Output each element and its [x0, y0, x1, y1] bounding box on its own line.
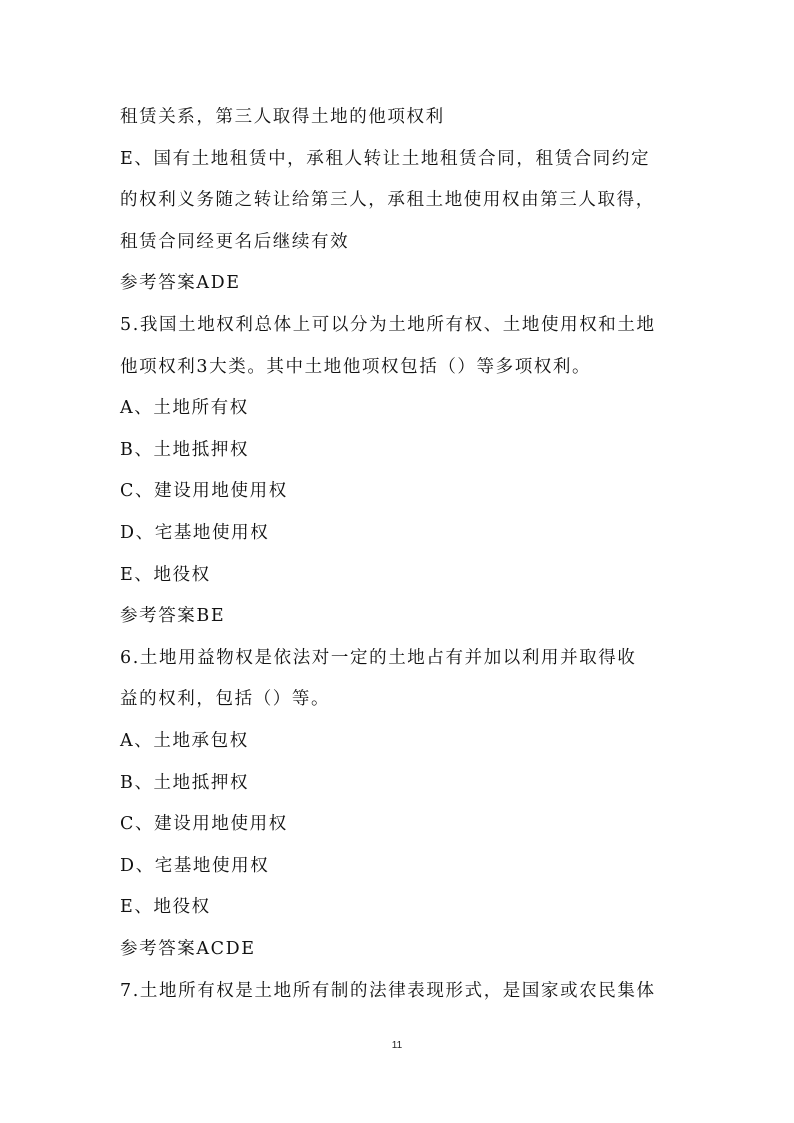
- option-e: E、地役权: [120, 897, 211, 917]
- text-line: 的权利义务随之转让给第三人，承租土地使用权由第三人取得，: [120, 190, 655, 210]
- page-number: 11: [391, 1040, 403, 1051]
- option-d: D、宅基地使用权: [120, 856, 270, 876]
- answer-line: 参考答案BE: [120, 606, 226, 626]
- text-line: 租赁合同经更名后继续有效: [120, 232, 350, 252]
- option-c: C、建设用地使用权: [120, 814, 288, 834]
- question-7: 7.土地所有权是土地所有制的法律表现形式，是国家或农民集体: [120, 981, 656, 1001]
- option-a: A、土地所有权: [120, 398, 249, 418]
- text-line: 租赁关系，第三人取得土地的他项权利: [120, 107, 445, 127]
- answer-line: 参考答案ACDE: [120, 939, 256, 959]
- question-6: 6.土地用益物权是依法对一定的土地占有并加以利用并取得收: [120, 648, 637, 668]
- option-d: D、宅基地使用权: [120, 523, 270, 543]
- text-line: 他项权利3大类。其中土地他项权包括（）等多项权利。: [120, 357, 592, 377]
- text-line: 益的权利，包括（）等。: [120, 689, 331, 709]
- option-e: E、地役权: [120, 565, 211, 585]
- question-5: 5.我国土地权利总体上可以分为土地所有权、土地使用权和土地: [120, 315, 656, 335]
- option-e: E、国有土地租赁中，承租人转让土地租赁合同，租赁合同约定: [120, 149, 651, 169]
- option-a: A、土地承包权: [120, 731, 249, 751]
- option-b: B、土地抵押权: [120, 773, 250, 793]
- option-b: B、土地抵押权: [120, 440, 250, 460]
- answer-line: 参考答案ADE: [120, 273, 241, 293]
- option-c: C、建设用地使用权: [120, 481, 288, 501]
